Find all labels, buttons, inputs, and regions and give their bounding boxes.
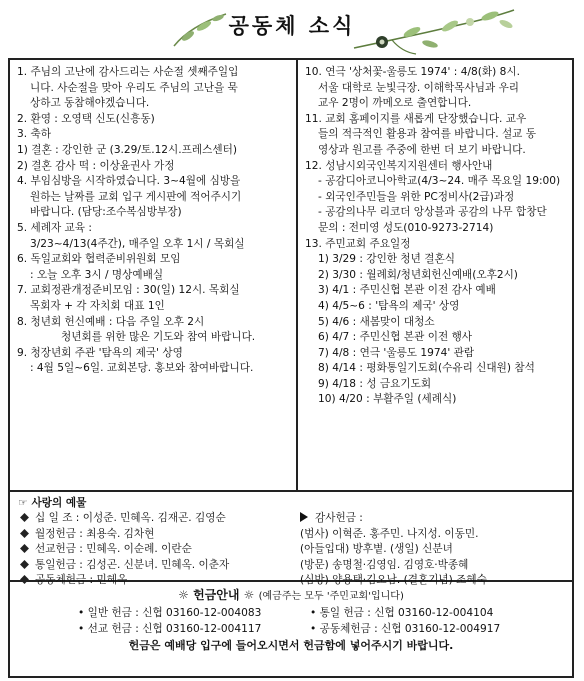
news-line: 영상과 원고를 주중에 한번 더 보기 바랍니다.: [318, 143, 526, 156]
diamond-bullet-icon: [20, 529, 29, 538]
news-line: 2) 결혼 감사 떡 : 이상윤권사 가정: [17, 159, 175, 172]
news-line: 10) 4/20 : 부활주일 (세례식): [318, 393, 457, 406]
offering-heading: [10, 587, 572, 605]
offering-title: 헌금안내: [193, 588, 240, 602]
diamond-bullet-icon: [20, 544, 29, 553]
news-line: 3) 4/1 : 주민신협 본관 이전 감사 예배: [318, 284, 496, 297]
news-line: 들의 적극적인 활용과 참여를 바랍니다. 설교 동: [318, 128, 537, 141]
news-line: 5) 4/6 : 새봄맞이 대청소: [318, 315, 435, 328]
news-line: 문의 : 전미영 성도(010-9273-2714): [318, 221, 494, 234]
news-line: - 공감의나무 리코더 앙상블과 공감의 나무 합창단: [318, 206, 547, 219]
offering-subtitle: (예금주는 모두 '주민교회'입니다): [258, 591, 404, 602]
news-columns: [10, 60, 572, 492]
gift-entry: (아들입대) 방후볕. (생일) 신분녀: [300, 543, 453, 556]
newsletter-frame: [8, 58, 574, 678]
account-entry: • 통일 헌금 : 신협 03160-12-004104: [310, 607, 494, 619]
news-line: 니다. 사순절을 맞아 우리도 주님의 고난을 묵: [30, 81, 238, 94]
gift-entry: (심방) 양용택·김오남. (결혼기념) 조혜숙: [300, 573, 487, 586]
news-line: 서울 대학로 눈빛극장. 이해학목사님과 우리: [318, 81, 520, 94]
news-line: 목회자 + 각 자치회 대표 1인: [30, 299, 165, 312]
news-line: 1) 3/29 : 강인한 청년 결혼식: [318, 253, 455, 266]
gift-entry: 월정헌금 : 최용숙. 김차현: [18, 527, 154, 542]
diamond-bullet-icon: [20, 513, 29, 522]
title-band: [0, 0, 584, 58]
sun-icon: ☼: [243, 588, 255, 602]
right-column: [298, 60, 572, 490]
left-column: [10, 60, 298, 490]
gifts-section: [10, 492, 572, 586]
gift-row: [18, 527, 564, 542]
news-line: 6. 독일교회와 협력준비위원회 모임: [17, 253, 181, 266]
news-line: 13. 주민교회 주요일정: [305, 237, 411, 250]
news-line: 청년회를 위한 많은 기도와 참여 바랍니다.: [61, 331, 256, 344]
news-line: 9) 4/18 : 성 금요기도회: [318, 377, 432, 390]
news-line: 8. 청년회 헌신예배 : 다음 주일 오후 2시: [17, 315, 205, 328]
gift-row: [18, 558, 564, 573]
account-entry: • 선교 헌금 : 신협 03160-12-004117: [78, 623, 262, 635]
news-line: 원하는 날짜를 교회 입구 게시판에 적어주시기: [30, 190, 242, 203]
gifts-title: 사랑의 예물: [31, 497, 87, 509]
account-row: [10, 621, 572, 637]
gift-row: [18, 542, 564, 557]
gift-entry: 공동체헌금 : 민혜옥: [18, 573, 127, 588]
news-line: 1) 결혼 : 강인한 군 (3.29/토.12시.프레스센터): [17, 143, 237, 156]
gift-row: [18, 511, 564, 526]
diamond-bullet-icon: [20, 560, 29, 569]
news-line: 교우 2명이 까메오로 출연합니다.: [318, 97, 472, 110]
offering-note: 헌금은 예배당 입구에 들어오시면서 헌금함에 넣어주시기 바랍니다.: [128, 639, 454, 652]
news-line: 11. 교회 홈페이지를 새롭게 단장했습니다. 교우: [305, 112, 527, 125]
gift-entry: (방문) 송명철·김영임. 김영호·박종혜: [300, 558, 469, 571]
news-line: - 공감디아코니아학교(4/3~24. 매주 목요일 19:00): [318, 175, 561, 188]
triangle-bullet-icon: [300, 512, 308, 522]
gift-entry: 통일헌금 : 김성곤. 신분녀. 민혜옥. 이춘자: [18, 558, 229, 573]
news-line: 2. 환영 : 오영택 신도(신흥동): [17, 112, 155, 125]
news-line: 2) 3/30 : 월례회/청년회헌신예배(오후2시): [318, 268, 518, 281]
sun-icon: ☼: [178, 588, 189, 602]
news-line: 4. 부임심방을 시작하였습니다. 3~4월에 심방을: [17, 175, 241, 188]
news-line: 3. 축하: [17, 128, 51, 141]
gift-entry: 십 일 조 : 이성준. 민혜옥. 김재곤. 김영순: [18, 511, 226, 526]
news-line: 9. 청장년회 주관 '탐욕의 제국' 상영: [17, 346, 183, 359]
news-line: 7. 교회정관개정준비모임 : 30(일) 12시. 목회실: [17, 284, 240, 297]
gift-entry: 감사헌금 :: [300, 511, 363, 526]
news-line: 7) 4/8 : 연극 '울릉도 1974' 관람: [318, 346, 475, 359]
pointing-hand-icon: ☞: [18, 497, 28, 509]
news-line: 3/23~4/13(4주간), 매주일 오후 1시 / 목회실: [30, 237, 245, 250]
news-line: 12. 성남시외국인복지지원센터 행사안내: [305, 159, 493, 172]
news-line: 4) 4/5~6 : '탐욕의 제국' 상영: [318, 299, 460, 312]
news-line: - 외국인주민들을 위한 PC정비사(2급)과정: [318, 190, 515, 203]
gift-entry: (범사) 이혁준. 홍주민. 나지성. 이동민.: [300, 527, 479, 540]
diamond-bullet-icon: [20, 575, 29, 584]
news-line: 6) 4/7 : 주민신협 본관 이전 행사: [318, 331, 473, 344]
news-line: 바랍니다. (담당:조수복심방부장): [30, 206, 182, 219]
flower-decoration-icon: [352, 6, 517, 58]
gifts-heading: [18, 496, 564, 511]
gift-entry: 선교헌금 : 민혜옥. 이순례. 이란순: [18, 542, 192, 557]
news-line: : 4월 5일~6일. 교회본당. 홍보와 참여바랍니다.: [30, 362, 254, 375]
account-row: [10, 605, 572, 621]
news-line: : 오늘 오후 3시 / 명상예배실: [30, 268, 164, 281]
page-title: 공동체 소식: [228, 13, 356, 38]
offering-section: [10, 584, 572, 676]
news-line: 5. 세례자 교육 :: [17, 221, 92, 234]
account-entry: • 공동체헌금 : 신협 03160-12-004917: [310, 623, 501, 635]
news-line: 10. 연극 '상처꽃-울릉도 1974' : 4/8(화) 8시.: [305, 66, 520, 78]
account-entry: • 일반 헌금 : 신협 03160-12-004083: [78, 607, 262, 619]
news-line: 상하고 동참해야겠습니다.: [30, 97, 150, 110]
news-line: 1. 주님의 고난에 감사드리는 사순절 셋째주일입: [17, 66, 239, 78]
news-line: 8) 4/14 : 평화통일기도회(수유리 신대원) 참석: [318, 362, 535, 375]
